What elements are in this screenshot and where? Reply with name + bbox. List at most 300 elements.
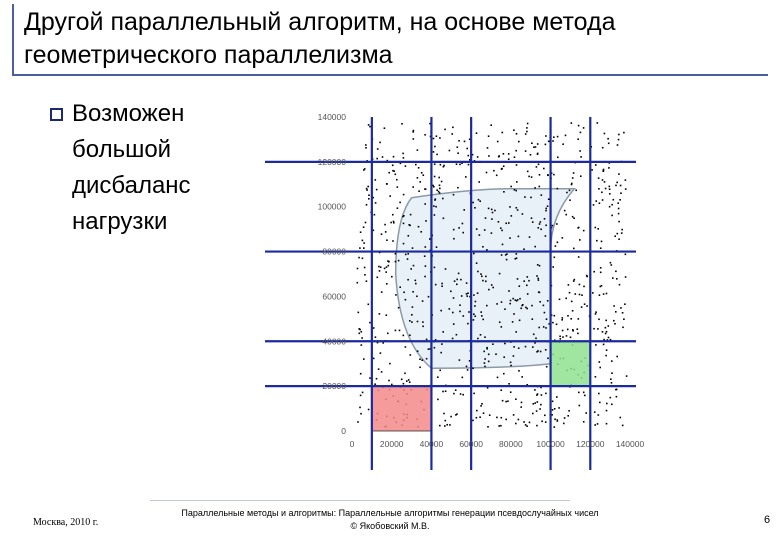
data-point	[388, 172, 390, 174]
data-point	[484, 362, 486, 364]
data-point	[602, 331, 604, 333]
data-point	[491, 232, 493, 234]
data-point	[480, 273, 482, 275]
data-point	[580, 175, 582, 177]
data-point	[500, 227, 502, 229]
data-point	[433, 138, 435, 140]
data-point	[537, 401, 539, 403]
data-point	[480, 311, 482, 313]
data-point	[401, 379, 403, 381]
data-point	[569, 199, 571, 201]
data-point	[434, 347, 436, 349]
data-point	[611, 404, 613, 406]
data-point	[609, 188, 611, 190]
data-point	[519, 298, 521, 300]
data-point	[525, 346, 527, 348]
data-point	[369, 322, 371, 324]
data-point	[457, 152, 459, 154]
data-point	[539, 408, 541, 410]
data-point	[373, 358, 375, 360]
data-point	[525, 150, 527, 152]
data-point	[422, 326, 424, 328]
data-point	[513, 355, 515, 357]
data-point	[586, 305, 588, 307]
data-point	[357, 282, 359, 284]
data-point	[622, 425, 624, 427]
data-point	[548, 198, 550, 200]
data-point	[501, 254, 503, 256]
data-point	[512, 298, 514, 300]
data-point	[392, 165, 394, 167]
data-point	[617, 233, 619, 235]
data-point	[390, 222, 392, 224]
data-point	[567, 329, 569, 331]
data-point	[601, 192, 603, 194]
data-point	[485, 281, 487, 283]
data-point	[496, 417, 498, 419]
data-point	[618, 238, 620, 240]
data-point	[467, 369, 469, 371]
data-point	[476, 417, 478, 419]
data-point	[609, 193, 611, 195]
data-point	[466, 293, 468, 295]
data-point	[598, 177, 600, 179]
data-point	[486, 347, 488, 349]
data-point	[538, 227, 540, 229]
data-point	[408, 379, 410, 381]
highlight-cell	[551, 341, 591, 386]
data-point	[592, 292, 594, 294]
footer-divider	[150, 500, 570, 501]
data-point	[365, 147, 367, 149]
data-point	[543, 326, 545, 328]
data-point	[534, 187, 536, 189]
data-point	[506, 259, 508, 261]
data-point	[595, 344, 597, 346]
data-point	[484, 366, 486, 368]
data-point	[391, 276, 393, 278]
data-point	[575, 293, 577, 295]
data-point	[615, 311, 617, 313]
data-point	[453, 393, 455, 395]
data-point	[573, 217, 575, 219]
data-point	[491, 218, 493, 220]
data-point	[478, 199, 480, 201]
x-tick-label: 140000	[615, 439, 645, 449]
data-point	[557, 242, 559, 244]
data-point	[439, 370, 441, 372]
data-point	[403, 157, 405, 159]
data-point	[444, 129, 446, 131]
data-point	[434, 214, 436, 216]
data-point	[381, 371, 383, 373]
data-point	[481, 315, 483, 317]
data-point	[596, 240, 598, 242]
data-point	[537, 143, 539, 145]
data-point	[359, 407, 361, 409]
data-point	[577, 333, 579, 335]
data-point	[548, 141, 550, 143]
data-point	[439, 188, 441, 190]
data-point	[413, 265, 415, 267]
data-point	[594, 424, 596, 426]
data-point	[485, 217, 487, 219]
data-point	[600, 267, 602, 269]
data-point	[405, 165, 407, 167]
data-point	[449, 424, 451, 426]
data-point	[476, 132, 478, 134]
data-point	[583, 230, 585, 232]
data-point	[399, 330, 401, 332]
data-point	[593, 328, 595, 330]
data-point	[472, 202, 474, 204]
data-point	[599, 367, 601, 369]
data-point	[578, 318, 580, 320]
data-point	[523, 280, 525, 282]
data-point	[433, 151, 435, 153]
data-point	[620, 307, 622, 309]
data-point	[580, 132, 582, 134]
data-point	[537, 350, 539, 352]
data-point	[586, 275, 588, 277]
data-point	[410, 268, 412, 270]
data-point	[401, 123, 403, 125]
data-point	[514, 156, 516, 158]
data-point	[537, 278, 539, 280]
data-point	[436, 135, 438, 137]
data-point	[366, 280, 368, 282]
data-point	[580, 156, 582, 158]
data-point	[480, 334, 482, 336]
data-point	[513, 414, 515, 416]
data-point	[573, 172, 575, 174]
data-point	[528, 176, 530, 178]
data-point	[563, 423, 565, 425]
data-point	[378, 266, 380, 268]
data-point	[527, 293, 529, 295]
data-point	[626, 375, 628, 377]
data-point	[568, 284, 570, 286]
data-point	[379, 313, 381, 315]
data-point	[421, 172, 423, 174]
data-point	[409, 335, 411, 337]
data-point	[459, 311, 461, 313]
data-point	[562, 317, 564, 319]
data-point	[499, 273, 501, 275]
data-point	[476, 228, 478, 230]
data-point	[416, 296, 418, 298]
footer-course: Параллельные методы и алгоритмы: Параллельные алгоритмы генерации псевдослучайных чисел	[181, 508, 599, 518]
data-point	[510, 365, 512, 367]
data-point	[393, 170, 395, 172]
data-point	[441, 283, 443, 285]
data-point	[487, 147, 489, 149]
data-point	[457, 146, 459, 148]
data-point	[428, 296, 430, 298]
data-point	[503, 153, 505, 155]
data-point	[562, 330, 564, 332]
data-point	[538, 164, 540, 166]
data-point	[611, 372, 613, 374]
data-point	[615, 185, 617, 187]
data-point	[595, 376, 597, 378]
data-point	[385, 231, 387, 233]
data-point	[388, 261, 390, 263]
data-point	[597, 328, 599, 330]
data-point	[515, 299, 517, 301]
data-point	[456, 284, 458, 286]
data-point	[619, 284, 621, 286]
data-point	[422, 321, 424, 323]
data-point	[449, 150, 451, 152]
data-point	[439, 425, 441, 427]
data-point	[566, 192, 568, 194]
data-point	[441, 343, 443, 345]
data-point	[545, 235, 547, 237]
data-point	[517, 209, 519, 211]
data-point	[614, 323, 616, 325]
data-point	[623, 132, 625, 134]
data-point	[509, 206, 511, 208]
x-tick-label: 120000	[576, 439, 605, 449]
data-point	[363, 358, 365, 360]
data-point	[578, 227, 580, 229]
data-point	[531, 305, 533, 307]
data-point	[616, 278, 618, 280]
data-point	[374, 214, 376, 216]
data-point	[407, 258, 409, 260]
data-point	[604, 181, 606, 183]
data-point	[599, 202, 601, 204]
data-point	[571, 301, 573, 303]
data-point	[509, 303, 511, 305]
x-tick-label: 80000	[499, 439, 523, 449]
data-point	[535, 338, 537, 340]
data-point	[601, 241, 603, 243]
data-point	[575, 190, 577, 192]
data-point	[515, 423, 517, 425]
y-tick-label: 120000	[317, 156, 346, 167]
data-point	[435, 284, 437, 286]
data-point	[419, 181, 421, 183]
data-point	[598, 188, 600, 190]
footer-author: © Якобовский М.В.	[350, 521, 430, 531]
data-point	[556, 396, 558, 398]
data-point	[368, 124, 370, 126]
data-point	[452, 127, 454, 129]
data-point	[488, 289, 490, 291]
data-point	[458, 227, 460, 229]
data-point	[562, 336, 564, 338]
data-point	[578, 125, 580, 127]
data-point	[466, 366, 468, 368]
data-point	[459, 164, 461, 166]
data-point	[554, 315, 556, 317]
data-point	[365, 144, 367, 146]
data-point	[402, 153, 404, 155]
data-point	[533, 334, 535, 336]
data-point	[554, 408, 556, 410]
data-point	[482, 246, 484, 248]
data-point	[362, 240, 364, 242]
data-point	[521, 402, 523, 404]
data-point	[505, 254, 507, 256]
data-point	[368, 198, 370, 200]
data-point	[392, 240, 394, 242]
data-point	[425, 265, 427, 267]
data-point	[379, 270, 381, 272]
data-point	[466, 148, 468, 150]
data-point	[536, 394, 538, 396]
data-point	[488, 354, 490, 356]
data-point	[433, 205, 435, 207]
data-point	[562, 143, 564, 145]
data-point	[482, 319, 484, 321]
data-point	[539, 174, 541, 176]
data-point	[503, 356, 505, 358]
data-point	[426, 358, 428, 360]
data-point	[507, 400, 509, 402]
data-point	[513, 129, 515, 131]
data-point	[403, 383, 405, 385]
data-point	[439, 185, 441, 187]
data-point	[513, 346, 515, 348]
data-point	[485, 276, 487, 278]
data-point	[572, 216, 574, 218]
data-point	[625, 188, 627, 190]
data-point	[543, 168, 545, 170]
data-point	[359, 247, 361, 249]
data-point	[615, 389, 617, 391]
data-point	[369, 377, 371, 379]
data-point	[484, 336, 486, 338]
data-point	[412, 306, 414, 308]
data-point	[433, 186, 435, 188]
data-point	[613, 305, 615, 307]
data-point	[388, 265, 390, 267]
data-point	[386, 266, 388, 268]
data-point	[539, 301, 541, 303]
data-point	[515, 398, 517, 400]
data-point	[483, 412, 485, 414]
data-point	[409, 225, 411, 227]
data-point	[581, 294, 583, 296]
data-point	[368, 194, 370, 196]
data-point	[452, 338, 454, 340]
data-point	[486, 249, 488, 251]
data-point	[387, 333, 389, 335]
data-point	[526, 308, 528, 310]
data-point	[453, 323, 455, 325]
data-point	[556, 324, 558, 326]
data-point	[441, 285, 443, 287]
data-point	[467, 292, 469, 294]
data-point	[413, 138, 415, 140]
data-point	[508, 290, 510, 292]
data-point	[474, 207, 476, 209]
data-point	[399, 286, 401, 288]
data-point	[554, 426, 556, 428]
data-point	[453, 229, 455, 231]
data-point	[450, 291, 452, 293]
data-point	[536, 410, 538, 412]
data-point	[417, 350, 419, 352]
data-point	[422, 300, 424, 302]
data-point	[510, 391, 512, 393]
data-point	[618, 213, 620, 215]
data-point	[498, 425, 500, 427]
data-point	[598, 393, 600, 395]
data-point	[453, 297, 455, 299]
data-point	[441, 181, 443, 183]
data-point	[618, 139, 620, 141]
data-point	[568, 410, 570, 412]
data-point	[565, 214, 567, 216]
data-point	[428, 348, 430, 350]
data-point	[559, 336, 561, 338]
data-point	[602, 199, 604, 201]
data-point	[443, 166, 445, 168]
data-point	[373, 327, 375, 329]
data-point	[496, 175, 498, 177]
data-point	[476, 410, 478, 412]
data-point	[479, 234, 481, 236]
data-point	[437, 399, 439, 401]
data-point	[439, 137, 441, 139]
data-point	[535, 146, 537, 148]
data-point	[492, 287, 494, 289]
page-title: Другой параллельный алгоритм, на основе метода геометрического параллелизма	[24, 8, 616, 69]
data-point	[552, 401, 554, 403]
data-point	[424, 203, 426, 205]
data-point	[505, 401, 507, 403]
data-point	[552, 409, 554, 411]
page-number: 6	[764, 514, 771, 526]
data-point	[555, 245, 557, 247]
data-point	[368, 304, 370, 306]
data-point	[405, 254, 407, 256]
data-point	[518, 236, 520, 238]
data-point	[510, 186, 512, 188]
data-point	[572, 177, 574, 179]
data-point	[473, 319, 475, 321]
data-point	[494, 210, 496, 212]
data-point	[615, 271, 617, 273]
data-point	[456, 163, 458, 165]
data-point	[546, 318, 548, 320]
x-tick-label: 0	[349, 439, 355, 449]
data-point	[611, 264, 613, 266]
data-point	[621, 229, 623, 231]
data-point	[515, 331, 517, 333]
data-point	[516, 207, 518, 209]
data-point	[361, 337, 363, 339]
data-point	[491, 209, 493, 211]
data-point	[583, 421, 585, 423]
data-point	[532, 413, 534, 415]
data-point	[477, 271, 479, 273]
data-point	[498, 221, 500, 223]
data-point	[424, 276, 426, 278]
data-point	[477, 292, 479, 294]
data-point	[574, 279, 576, 281]
data-point	[526, 127, 528, 129]
data-point	[539, 265, 541, 267]
data-point	[417, 321, 419, 323]
data-point	[518, 347, 520, 349]
data-point	[583, 286, 585, 288]
data-point	[440, 164, 442, 166]
